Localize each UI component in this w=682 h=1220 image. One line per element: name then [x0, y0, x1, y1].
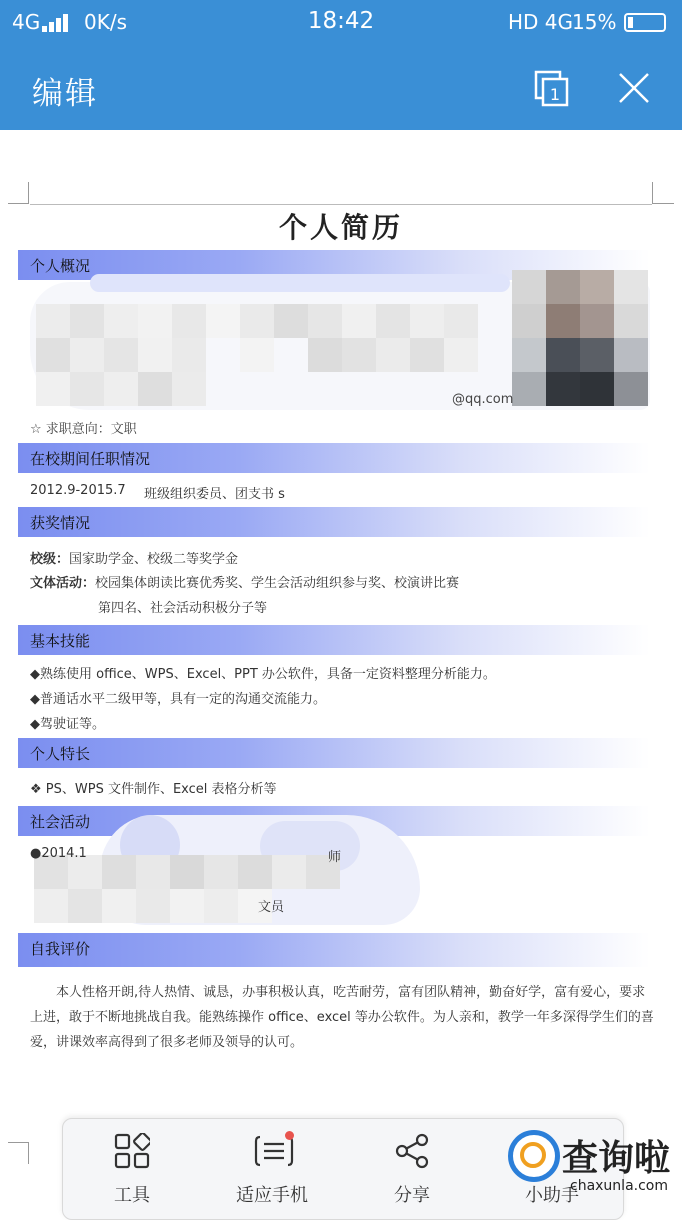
section-self-eval-label: 自我评价 — [30, 940, 91, 958]
skill-item: ◆驾驶证等。 — [30, 717, 105, 732]
network-speed: 0K/s — [84, 10, 127, 34]
fit-phone-label: 适应手机 — [236, 1185, 308, 1206]
section-awards — [18, 507, 650, 537]
section-specialties — [18, 738, 650, 768]
logo-name: 查询啦 — [562, 1138, 671, 1179]
document-page[interactable] — [0, 130, 682, 1120]
network-type: 4G — [12, 10, 41, 34]
logo-url: chaxunla.com — [570, 1178, 668, 1194]
battery-icon — [624, 13, 666, 32]
tools-label: 工具 — [114, 1185, 150, 1206]
skill-item: ◆熟练使用 office、WPS、Excel、PPT 办公软件，具备一定资料整理分析能力。 — [30, 667, 496, 682]
assistant-label: 小助手 — [525, 1185, 579, 1206]
share-button[interactable] — [357, 1119, 467, 1213]
section-school-roles-label: 在校期间任职情况 — [30, 450, 151, 468]
award-school-value: 国家助学金、校级二等奖学金 — [69, 552, 239, 567]
section-specialties-label: 个人特长 — [30, 745, 91, 763]
fit-phone-button[interactable] — [217, 1119, 327, 1213]
header-rule — [30, 204, 652, 205]
page-title: 编辑 — [32, 76, 98, 112]
award-culture-line1: 校园集体朗读比赛优秀奖、学生会活动组织参与奖、校演讲比赛 — [95, 576, 460, 591]
section-social-label: 社会活动 — [30, 813, 91, 831]
email-partial: @qq.com — [452, 392, 514, 407]
section-overview-label: 个人概况 — [30, 257, 91, 275]
section-self-eval — [18, 933, 650, 967]
school-role: 班级组织委员、团支书 s — [144, 487, 285, 502]
resume-title: 个人简历 — [278, 211, 403, 244]
section-awards-label: 获奖情况 — [30, 514, 91, 532]
award-culture-label: 文体活动： — [30, 576, 96, 591]
svg-text:1: 1 — [549, 85, 561, 104]
job-intent: ☆ 求职意向：文职 — [30, 422, 137, 437]
pages-icon[interactable] — [532, 68, 572, 108]
status-bar — [0, 0, 682, 46]
battery-percent: 15% — [572, 10, 617, 34]
share-icon — [394, 1133, 430, 1169]
specialties-text: ❖ PS、WPS 文件制作、Excel 表格分析等 — [30, 782, 277, 797]
school-period: 2012.9-2015.7 — [30, 483, 126, 498]
section-skills-label: 基本技能 — [30, 632, 91, 650]
self-eval-text: 本人性格开朗,待人热情、诚恳，办事积极认真，吃苦耐劳，富有团队精神，勤奋好学，富有爱心，要求上进，敢于不断地挑战自我。能熟练操作 office、excel 等办公软件。为人亲和，教学一年多深得学生们的喜爱，讲课效率高得到了很多老师及领导的认可。 — [30, 985, 654, 1050]
section-skills — [18, 625, 650, 655]
redacted-personal-info — [0, 270, 682, 420]
logo-ring — [520, 1142, 546, 1168]
redacted-social-activities — [20, 815, 440, 935]
watermark-logo — [500, 1124, 682, 1212]
clock: 18:42 — [307, 8, 375, 34]
award-culture-line2: 第四名、社会活动积极分子等 — [98, 601, 268, 616]
section-school-roles — [18, 443, 650, 473]
tools-button[interactable] — [77, 1119, 187, 1213]
app-bar — [0, 46, 682, 130]
social-line2-end: 文员 — [258, 900, 285, 915]
social-line1-start: ●2014.1 — [30, 846, 87, 861]
award-school-row — [30, 548, 238, 567]
grid-icon — [114, 1133, 150, 1169]
award-culture-row — [30, 572, 459, 591]
close-icon[interactable] — [616, 70, 652, 106]
share-label: 分享 — [394, 1185, 430, 1206]
social-line1-end: 师 — [328, 850, 342, 865]
award-school-label: 校级： — [30, 552, 70, 567]
skill-item: ◆普通话水平二级甲等，具有一定的沟通交流能力。 — [30, 692, 326, 707]
hd-network: HD 4G — [508, 10, 574, 34]
notification-badge — [285, 1131, 294, 1140]
